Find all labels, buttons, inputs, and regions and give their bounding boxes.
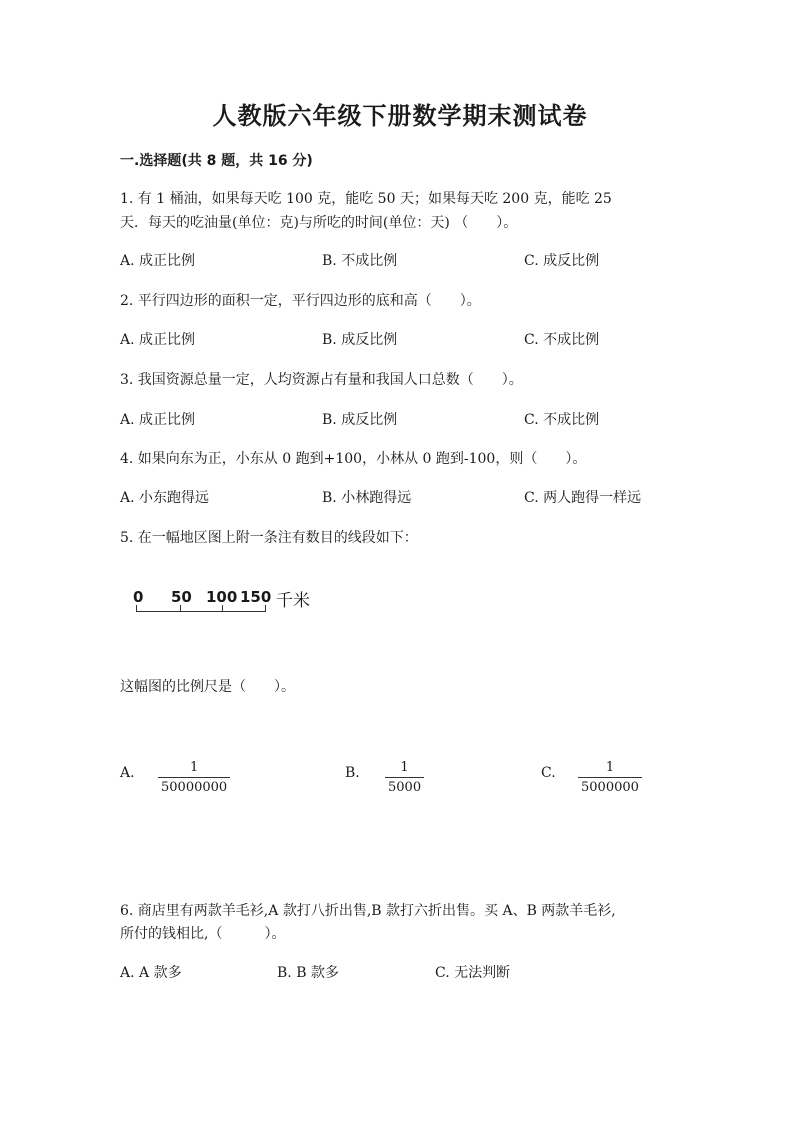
scale-tick <box>222 605 223 612</box>
fraction-numerator: 1 <box>189 760 199 775</box>
option-c: C. 无法判断 <box>435 965 511 981</box>
option-b-letter: B. <box>345 765 360 781</box>
option-c: C. 两人跑得一样远 <box>524 490 642 506</box>
question-text-line: 2. 平行四边形的面积一定，平行四边形的底和高（ ）。 <box>120 293 481 309</box>
fraction-numerator: 1 <box>400 760 409 775</box>
option-b: B. 小林跑得远 <box>322 490 412 506</box>
question-text-line: 6. 商店里有两款羊毛衫,A 款打八折出售,B 款打六折出售。买 A、B 两款羊毛衫, <box>120 903 616 919</box>
scale-tick <box>265 605 266 612</box>
question-text-line: 所付的钱相比,（ ）。 <box>120 926 286 942</box>
scale-tick <box>136 605 137 612</box>
question-text-line: 天．每天的吃油量(单位：克)与所吃的时间(单位：天) （ ）。 <box>120 215 518 231</box>
question-text-line: 5. 在一幅地区图上附一条注有数目的线段如下： <box>120 530 418 546</box>
option-a: A. 成正比例 <box>120 253 196 269</box>
scale-mark-100: 100 <box>206 588 238 606</box>
option-b-fraction <box>385 760 424 795</box>
scale-mark-150: 150 <box>240 588 272 606</box>
section-heading: 一.选择题(共 8 题，共 16 分) <box>120 153 313 169</box>
option-a: A. A 款多 <box>120 965 182 981</box>
page-title: 人教版六年级下册数学期末测试卷 <box>212 102 588 130</box>
option-c-fraction <box>578 760 642 795</box>
fraction-numerator: 1 <box>605 760 615 775</box>
question-followup: 这幅图的比例尺是（ ）。 <box>120 679 295 695</box>
option-a: A. 成正比例 <box>120 332 196 348</box>
question-text-line: 3. 我国资源总量一定，人均资源占有量和我国人口总数（ ）。 <box>120 372 523 388</box>
option-b: B. 成反比例 <box>322 412 398 428</box>
option-a-letter: A. <box>120 765 135 781</box>
fraction-denominator: 5000 <box>385 777 424 795</box>
option-c: C. 不成比例 <box>524 412 600 428</box>
fraction-denominator: 50000000 <box>158 777 230 795</box>
option-c: C. 成反比例 <box>524 253 600 269</box>
option-a: A. 成正比例 <box>120 412 196 428</box>
fraction-denominator: 5000000 <box>578 777 642 795</box>
option-c: C. 不成比例 <box>524 332 600 348</box>
question-text-line: 4. 如果向东为正，小东从 0 跑到+100，小林从 0 跑到-100，则（ ）。 <box>120 451 587 467</box>
scale-tick <box>180 605 181 612</box>
scale-mark-0: 0 <box>133 588 144 606</box>
option-c-letter: C. <box>541 765 556 781</box>
option-b: B. 成反比例 <box>322 332 398 348</box>
option-a: A. 小东跑得远 <box>120 490 210 506</box>
option-b: B. B 款多 <box>277 965 339 981</box>
question-text-line: 1. 有 1 桶油，如果每天吃 100 克，能吃 50 天；如果每天吃 200 克，能吃 25 <box>120 191 612 207</box>
option-a-fraction <box>158 760 230 795</box>
scale-unit: 千米 <box>276 591 310 611</box>
option-b: B. 不成比例 <box>322 253 398 269</box>
scale-mark-50: 50 <box>171 588 192 606</box>
scale-line <box>136 611 266 612</box>
